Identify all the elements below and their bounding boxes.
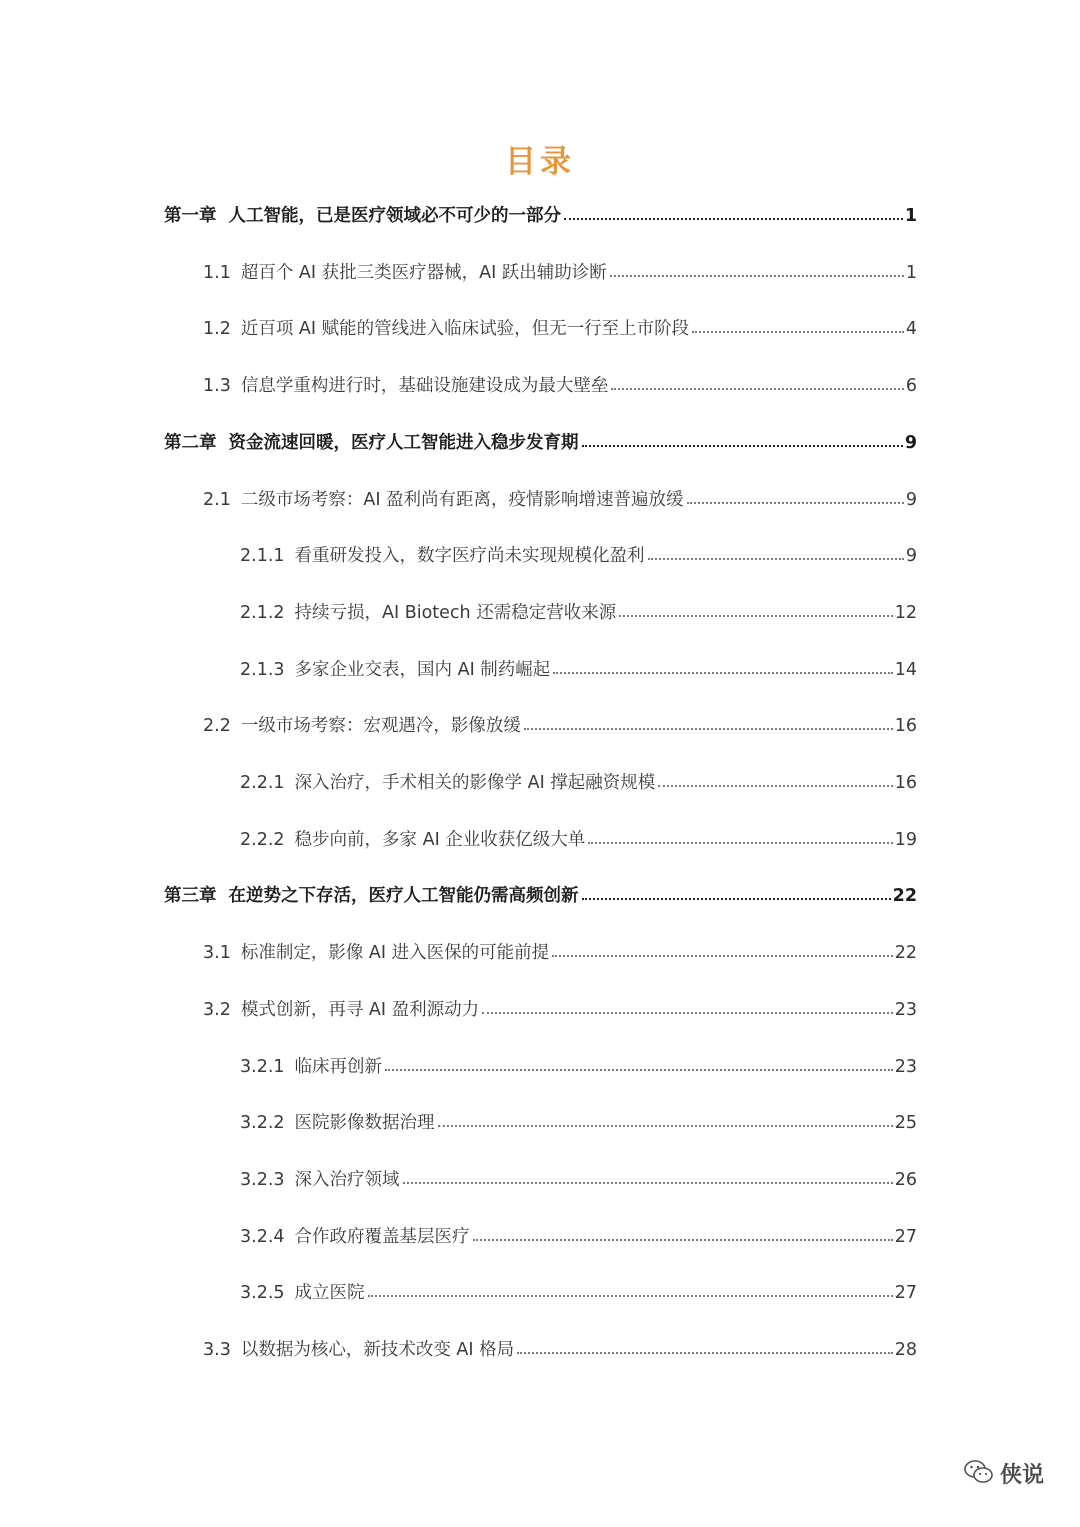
- toc-entry-page: 9: [905, 546, 917, 567]
- toc-dot-leader: [385, 1068, 893, 1071]
- toc-entry[interactable]: [240, 1108, 917, 1138]
- toc-entry-number: 第二章: [164, 432, 217, 453]
- toc-entry-page: 16: [894, 773, 917, 793]
- toc-entry[interactable]: [240, 1052, 917, 1082]
- toc-entry-page: 22: [892, 886, 917, 907]
- toc-dot-leader: [553, 671, 892, 674]
- toc-entry-title: 深入治疗，手术相关的影像学 AI 撑起融资规模: [294, 773, 656, 793]
- toc-entry[interactable]: [240, 825, 917, 855]
- toc-entry-title: 二级市场考察：AI 盈利尚有距离，疫情影响增速普遍放缓: [240, 489, 684, 510]
- toc-entry-number: 2.1.3: [240, 659, 285, 680]
- toc-entry[interactable]: [203, 314, 917, 344]
- toc-entry-page: 22: [894, 943, 917, 964]
- toc-entry-page: 16: [894, 716, 917, 737]
- toc-entry-number: 第一章: [164, 206, 217, 226]
- toc-entry[interactable]: [240, 655, 917, 685]
- toc-entry-page: 27: [894, 1283, 917, 1304]
- toc-entry[interactable]: [203, 711, 917, 741]
- toc-entry-title: 以数据为核心，新技术改变 AI 格局: [240, 1340, 515, 1360]
- toc-entry[interactable]: [240, 1222, 917, 1252]
- toc-entry-number: 2.2: [203, 716, 231, 737]
- toc-entry-number: 2.2.2: [240, 829, 285, 850]
- toc-entry[interactable]: [240, 598, 917, 628]
- toc-entry-title: 成立医院: [294, 1283, 365, 1304]
- toc-entry[interactable]: [164, 201, 917, 231]
- toc-entry-title: 稳步向前，多家 AI 企业收获亿级大单: [294, 829, 586, 850]
- toc-entry-number: 1.2: [203, 319, 231, 340]
- toc-entry-page: 25: [894, 1113, 917, 1134]
- toc-entry-number: 1.1: [203, 262, 231, 283]
- toc-dot-leader: [658, 784, 892, 787]
- toc-dot-leader: [610, 274, 904, 277]
- toc-entry-title: 信息学重构进行时，基础设施建设成为最大壁垒: [240, 376, 609, 397]
- toc-dot-leader: [588, 841, 892, 844]
- toc-entry-page: 23: [894, 999, 917, 1020]
- toc-entry-number: 1.3: [203, 376, 231, 397]
- toc-entry-title: 资金流速回暖，医疗人工智能进入稳步发育期: [228, 432, 579, 453]
- toc-entry[interactable]: [164, 428, 917, 458]
- toc-entry-page: 14: [894, 659, 917, 680]
- toc-dot-leader: [552, 954, 893, 957]
- toc-entry[interactable]: [203, 1335, 917, 1365]
- toc-entry-number: 2.2.1: [240, 773, 285, 793]
- toc-entry-page: 4: [905, 319, 917, 340]
- toc-entry-page: 1: [905, 262, 917, 283]
- toc-entry[interactable]: [240, 768, 917, 798]
- toc-entry[interactable]: [240, 1165, 917, 1195]
- toc-entry-number: 2.1: [203, 489, 231, 510]
- toc-entry-number: 3.2.1: [240, 1056, 285, 1077]
- toc-dot-leader: [619, 614, 893, 617]
- toc-entry-title: 标准制定，影像 AI 进入医保的可能前提: [240, 943, 550, 964]
- toc-entry-page: 23: [894, 1056, 917, 1077]
- toc-entry-title: 合作政府覆盖基层医疗: [294, 1226, 470, 1247]
- toc-entry-page: 19: [894, 829, 917, 850]
- toc-entry[interactable]: [203, 258, 917, 288]
- toc-dot-leader: [582, 897, 891, 900]
- toc-entry-title: 临床再创新: [294, 1056, 383, 1077]
- toc-dot-leader: [611, 387, 904, 390]
- toc-entry-number: 3.1: [203, 943, 231, 964]
- toc-entry-title: 近百项 AI 赋能的管线进入临床试验，但无一行至上市阶段: [240, 319, 690, 340]
- toc-entry-page: 28: [894, 1340, 917, 1360]
- toc-entry-title: 深入治疗领域: [294, 1169, 400, 1190]
- toc-entry-number: 2.1.2: [240, 602, 285, 623]
- page-title: 目录: [505, 144, 575, 180]
- toc-entry-number: 3.2.3: [240, 1169, 285, 1190]
- toc-dot-leader: [403, 1181, 893, 1184]
- toc-entry-page: 26: [894, 1169, 917, 1190]
- toc-entry[interactable]: [203, 485, 917, 515]
- toc-entry-title: 看重研发投入，数字医疗尚未实现规模化盈利: [294, 546, 645, 567]
- toc-entry-page: 27: [894, 1226, 917, 1247]
- toc-entry-number: 第三章: [164, 886, 217, 907]
- toc-entry[interactable]: [203, 371, 917, 401]
- toc-dot-leader: [692, 330, 904, 333]
- toc-entry-number: 3.3: [203, 1340, 231, 1360]
- toc-entry-title: 医院影像数据治理: [294, 1113, 435, 1134]
- toc-dot-leader: [582, 444, 903, 447]
- toc-dot-leader: [438, 1124, 893, 1127]
- toc-entry-page: 1: [904, 206, 917, 226]
- toc-dot-leader: [648, 557, 904, 560]
- wechat-icon: [964, 1459, 1000, 1489]
- toc-entry-number: 2.1.1: [240, 546, 285, 567]
- toc-entry[interactable]: [203, 938, 917, 968]
- toc-entry-page: 9: [905, 489, 917, 510]
- toc-dot-leader: [524, 727, 893, 730]
- toc-dot-leader: [517, 1351, 893, 1354]
- toc-entry[interactable]: [203, 995, 917, 1025]
- toc-entry-number: 3.2.4: [240, 1226, 285, 1247]
- toc-entry[interactable]: [164, 881, 917, 911]
- toc-entry-page: 12: [894, 602, 917, 623]
- toc-entry-page: 6: [905, 376, 917, 397]
- toc-dot-leader: [473, 1238, 893, 1241]
- toc-entry-title: 多家企业交表，国内 AI 制药崛起: [294, 659, 551, 680]
- toc-entry-title: 模式创新，再寻 AI 盈利源动力: [240, 999, 480, 1020]
- toc-entry-number: 3.2.5: [240, 1283, 285, 1304]
- watermark: [964, 1458, 1044, 1489]
- toc-dot-leader: [368, 1294, 893, 1297]
- toc-dot-leader: [564, 217, 903, 220]
- toc-entry-number: 3.2: [203, 999, 231, 1020]
- toc-entry-number: 3.2.2: [240, 1113, 285, 1134]
- toc-entry[interactable]: [240, 1278, 917, 1308]
- watermark-text: 侠说: [999, 1463, 1044, 1488]
- toc-entry-title: 持续亏损，AI Biotech 还需稳定营收来源: [294, 602, 617, 623]
- toc-entry-title: 在逆势之下存活，医疗人工智能仍需高频创新: [228, 886, 579, 907]
- toc-entry-page: 9: [904, 432, 917, 453]
- toc-dot-leader: [482, 1011, 893, 1014]
- toc-entry[interactable]: [240, 541, 917, 571]
- toc-entry-title: 超百个 AI 获批三类医疗器械，AI 跃出辅助诊断: [240, 262, 607, 283]
- toc-entry-title: 人工智能，已是医疗领域必不可少的一部分: [228, 206, 561, 226]
- toc-entry-title: 一级市场考察：宏观遇冷，影像放缓: [240, 716, 521, 737]
- toc-dot-leader: [687, 501, 904, 504]
